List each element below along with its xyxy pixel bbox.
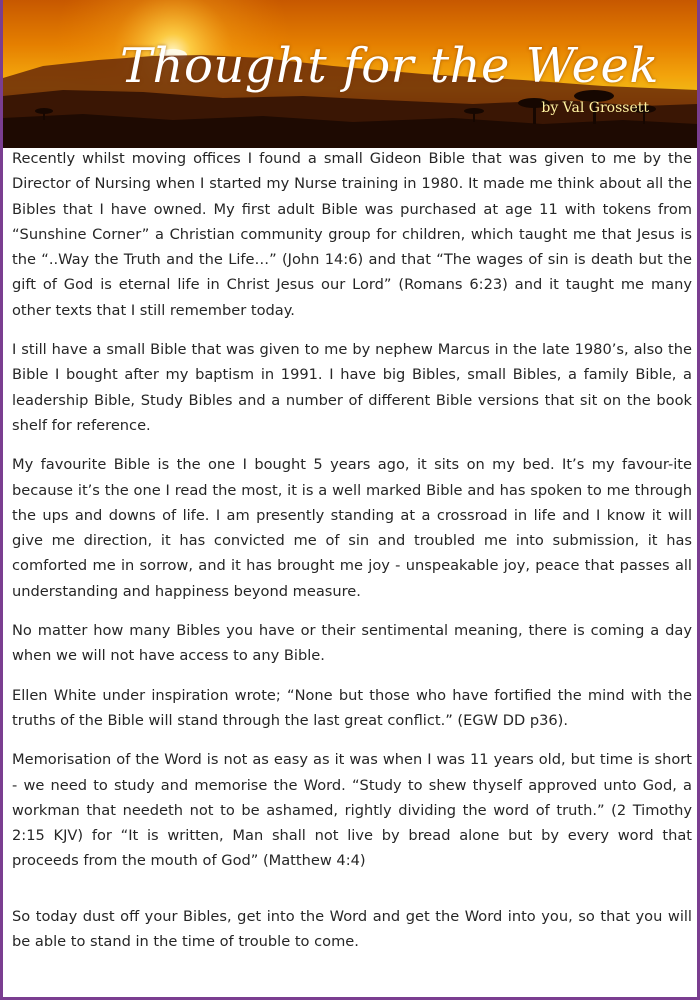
- paragraph: My favourite Bible is the one I bought 5 years ago, it sits on my bed. It’s my favour-ite because it’s the one I read the most, it is a well marked Bible and has spoken to me through the ups and downs of life. I am presently standing at a crossroad in life and I know it will give me direction, it has convicted me of sin and troubled me into submission, it has comforted me in sorrow, and it has brought me joy - unspeakable joy, peace that passes all understanding and happiness beyond measure.: [12, 456, 692, 600]
- header-banner: [3, 0, 697, 148]
- paragraph: No matter how many Bibles you have or their sentimental meaning, there is coming a day when we will not have access to any Bible.: [12, 622, 692, 665]
- banner-title: Thought for the Week: [120, 38, 659, 94]
- paragraph: I still have a small Bible that was given to me by nephew Marcus in the late 1980’s, also the Bible I bought after my baptism in 1991. I have big Bibles, small Bibles, a family Bible, a leadership Bible, Study Bibles and a number of different Bible versions that sit on the book shelf for reference.: [12, 341, 692, 434]
- paragraph: Ellen White under inspiration wrote; “None but those who have fortified the mind with the truths of the Bible will stand through the last great conflict.” (EGW DD p36).: [12, 686, 692, 729]
- paragraph: So today dust off your Bibles, get into the Word and get the Word into you, so that you will be able to stand in the time of trouble to come.: [12, 907, 692, 951]
- article-body: [12, 146, 692, 968]
- paragraph: Recently whilst moving offices I found a small Gideon Bible that was given to me by the Director of Nursing when I started my Nurse training in 1980. It made me think about all the Bibles that I have owned. My first adult Bible was purchased at age 11 with tokens from “Sunshine Corner” a Christian community group for children, which taught me that Jesus is the “..Way the Truth and the Life…” (John 14:6) and that “The wages of sin is death but the gift of God is eternal life in Christ Jesus our Lord” (Romans 6:23) and it taught me many other texts that I still remember today.: [12, 150, 692, 319]
- banner-author: by Val Grossett: [541, 100, 649, 116]
- paragraph: Memorisation of the Word is not as easy as it was when I was 11 years old, but time is short - we need to study and memorise the Word. “Study to shew thyself approved unto God, a workman that needeth not to be ashamed, rightly dividing the word of truth.” (2 Timothy 2:15 KJV) for “It is written, Man shall not live by bread alone but by every word that proceeds from the mouth of God” (Matthew 4:4): [12, 751, 692, 870]
